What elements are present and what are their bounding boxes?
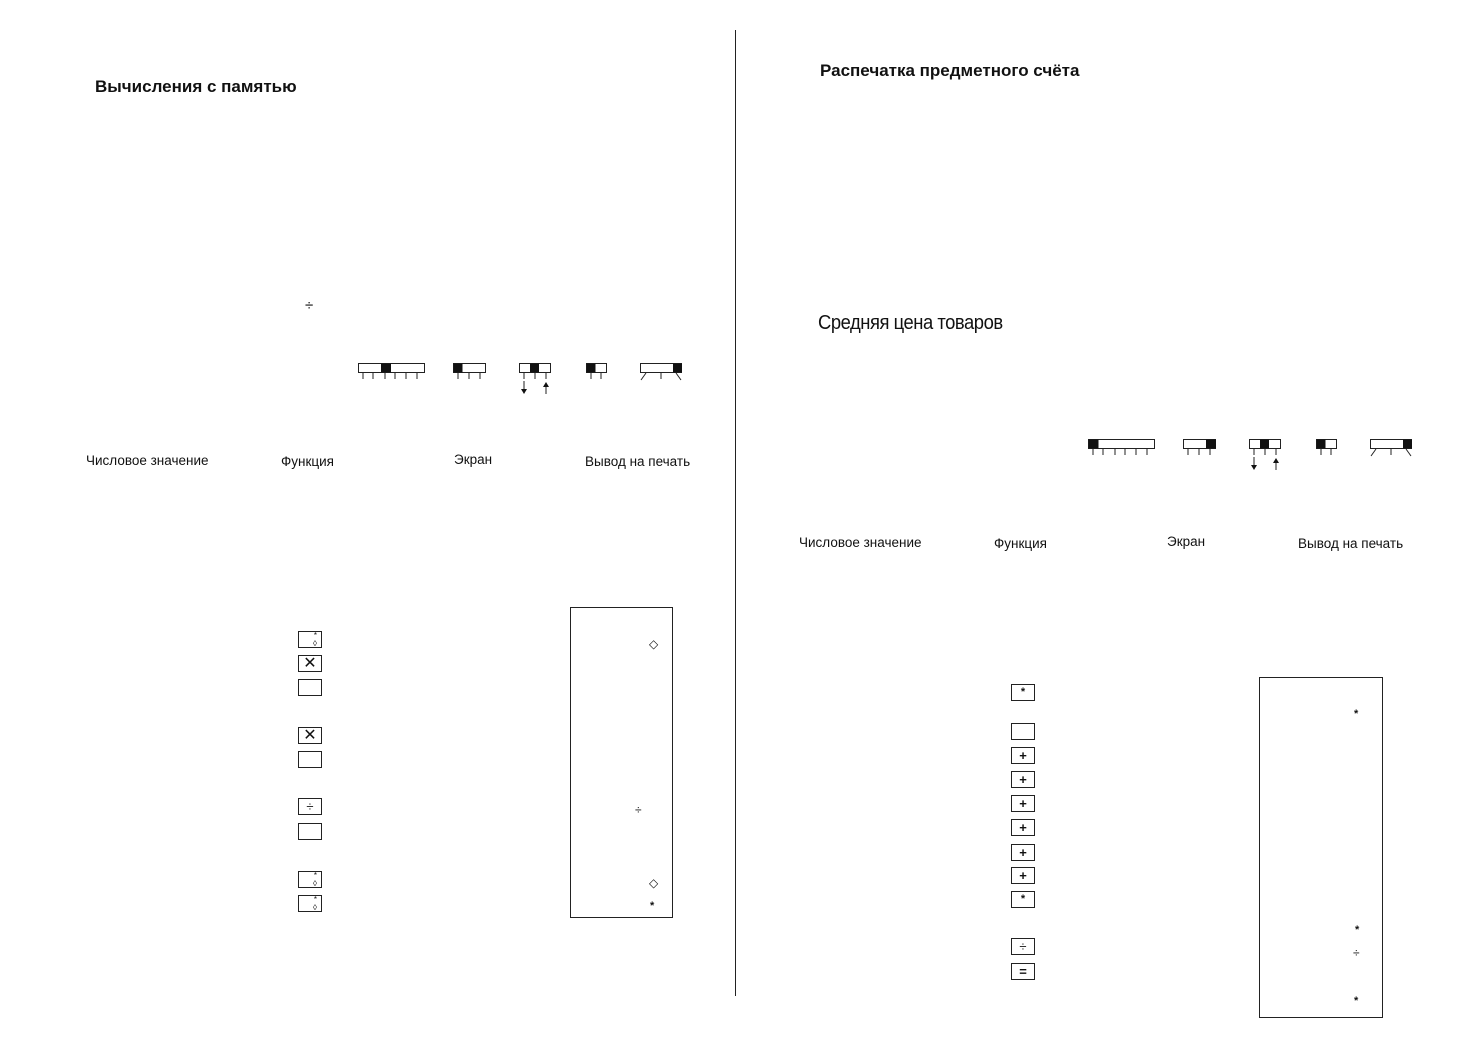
left-printout-mark-3: ◇ (649, 876, 659, 890)
right-key-plus-6: + (1011, 867, 1035, 884)
left-key-multiply-2: ✕ (298, 727, 322, 744)
right-key-total-2: * (1011, 891, 1035, 908)
left-key-blank-3 (298, 823, 322, 840)
right-switch-diagrams (1088, 439, 1418, 475)
rounding-switch-diagram (1250, 440, 1281, 471)
mode-switch-diagram (454, 364, 486, 380)
left-key-multiply-1: ✕ (298, 655, 322, 672)
left-key-memory-2: * ◊ (298, 871, 322, 888)
left-printout-mark-1: ◇ (649, 637, 659, 651)
mode-switch-diagram (1184, 440, 1217, 456)
print-switch-diagram (587, 364, 607, 380)
right-col-print: Вывод на печать (1298, 536, 1404, 551)
right-key-total-1: * (1011, 684, 1035, 701)
right-key-plus-4: + (1011, 819, 1035, 836)
left-key-blank-1 (298, 679, 322, 696)
left-col-function: Функция (281, 454, 334, 469)
page-divider (735, 30, 736, 996)
grand-total-switch-diagram (641, 364, 683, 381)
right-key-blank (1011, 723, 1035, 740)
right-col-function: Функция (994, 536, 1047, 551)
right-key-plus-3: + (1011, 795, 1035, 812)
left-printout-mark-4: * (650, 900, 655, 912)
left-printout-mark-2: ÷ (635, 803, 642, 817)
right-page-subtitle: Средняя цена товаров (818, 312, 1003, 334)
left-page-title: Вычисления с памятью (95, 77, 297, 96)
left-col-display: Экран (454, 452, 493, 467)
right-printout-mark-3: ÷ (1353, 946, 1360, 960)
right-printout-paper (1259, 677, 1383, 1018)
print-switch-diagram (1317, 440, 1337, 456)
right-printout-mark-4: * (1354, 995, 1359, 1007)
left-col-print: Вывод на печать (585, 454, 691, 469)
left-switch-diagrams (358, 363, 688, 399)
grand-total-switch-diagram (1371, 440, 1413, 457)
right-key-equals: = (1011, 963, 1035, 980)
right-printout-mark-1: * (1354, 708, 1359, 720)
decimal-switch-diagram (1089, 440, 1155, 456)
right-col-value: Числовое значение (799, 535, 922, 550)
right-key-plus-1: + (1011, 747, 1035, 764)
right-key-plus-2: + (1011, 771, 1035, 788)
left-key-blank-2 (298, 751, 322, 768)
decimal-switch-diagram (359, 364, 425, 380)
right-key-divide: ÷ (1011, 938, 1035, 955)
right-printout-mark-2: * (1355, 924, 1360, 936)
right-key-plus-5: + (1011, 844, 1035, 861)
right-col-display: Экран (1167, 534, 1206, 549)
right-page-title: Распечатка предметного счёта (820, 61, 1080, 80)
left-printout-paper (570, 607, 673, 918)
rounding-switch-diagram (520, 364, 551, 395)
left-key-divide: ÷ (298, 798, 322, 815)
left-key-memory-3: * ◊ (298, 895, 322, 912)
left-col-value: Числовое значение (86, 453, 209, 468)
left-divide-symbol: ÷ (305, 297, 314, 314)
left-key-memory-1: * ◊ (298, 631, 322, 648)
